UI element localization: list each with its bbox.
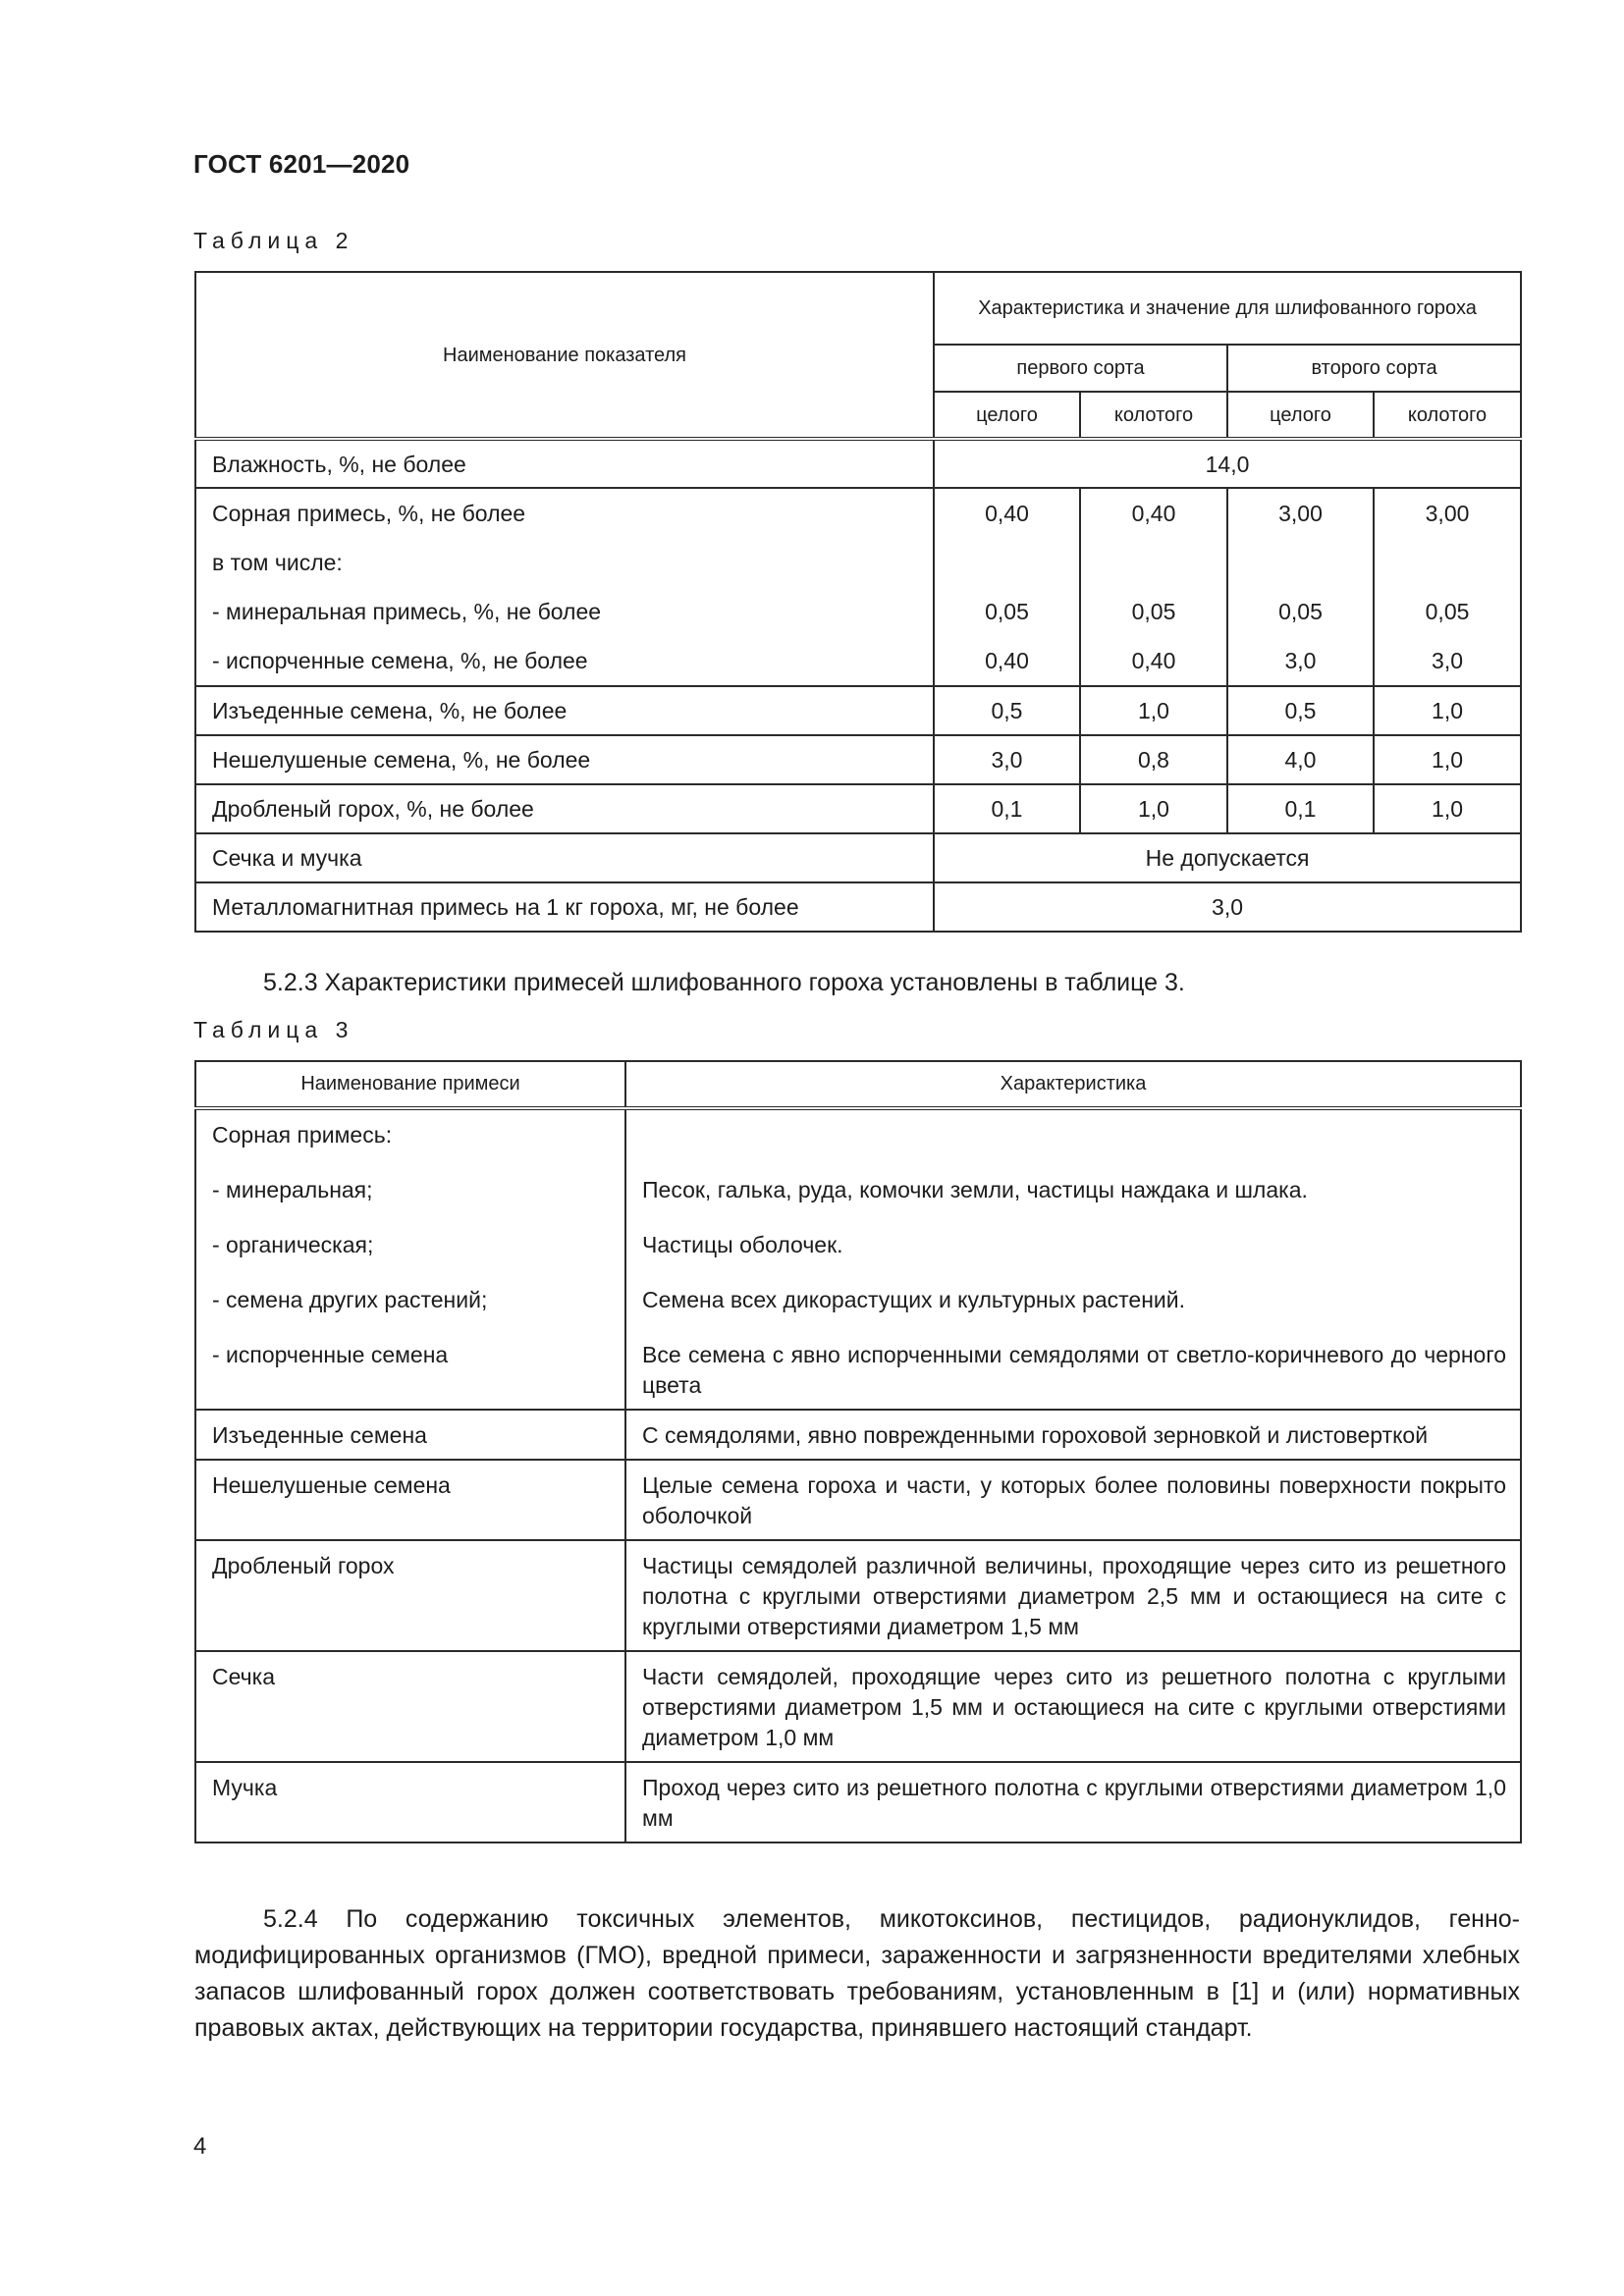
mineral-value: 0,05 — [1131, 599, 1176, 624]
spoiled-value: 3,0 — [1432, 648, 1464, 673]
table-row — [195, 882, 1521, 932]
mineral-value: 0,05 — [1278, 599, 1323, 624]
spoiled-value: 0,40 — [985, 648, 1029, 673]
metal-label: Металломагнитная примесь на 1 кг гороха, мг, не более — [212, 894, 799, 920]
impurity-name-header: Наименование примеси — [195, 1061, 625, 1108]
chaff-label: Сечка и мучка — [212, 845, 362, 871]
unhulled-value: 4,0 — [1284, 747, 1317, 773]
impurity-name: Дробленый горох — [195, 1540, 625, 1651]
grade1-header: первого сорта — [934, 345, 1227, 392]
table-row — [195, 1108, 1521, 1410]
eaten-value: 0,5 — [1284, 698, 1317, 723]
other-seeds-label: - семена других растений; — [212, 1287, 488, 1312]
weed-value: 0,40 — [985, 501, 1029, 526]
unhulled-label: Нешелушеные семена, %, не более — [212, 747, 591, 773]
impurity-desc: Частицы семядолей различной величины, проходящие через сито из решетного полотна с круглыми отверстиями диаметром 2,5 мм и остающиеся на сите с круглыми отверстиями диаметром 1,5 мм — [625, 1540, 1521, 1651]
eaten-value: 0,5 — [991, 698, 1023, 723]
weed-value: 3,00 — [1425, 501, 1470, 526]
spoiled-value: 0,40 — [1131, 648, 1176, 673]
organic-impurity-label: - органическая; — [212, 1232, 374, 1257]
table-row — [195, 686, 1521, 735]
mineral-value: 0,05 — [1425, 599, 1470, 624]
mineral-value: 0,05 — [985, 599, 1029, 624]
weed-label: Сорная примесь, %, не более — [212, 501, 526, 526]
table-3 — [194, 1060, 1522, 1843]
weed-value: 3,00 — [1278, 501, 1323, 526]
table-row — [195, 439, 1521, 488]
moisture-label: Влажность, %, не более — [212, 452, 466, 477]
whole1-header: целого — [934, 392, 1080, 439]
table-row — [195, 1762, 1521, 1842]
weed-value: 0,40 — [1131, 501, 1176, 526]
crushed-value: 0,1 — [991, 796, 1023, 822]
whole2-header: целого — [1227, 392, 1374, 439]
table-row — [195, 833, 1521, 882]
other-seeds-desc: Семена всех дикорастущих и культурных растений. — [642, 1287, 1185, 1312]
document-header: ГОСТ 6201—2020 — [193, 149, 410, 179]
spoiled-value: 3,0 — [1284, 648, 1317, 673]
table-row — [195, 1410, 1521, 1460]
impurity-name: Изъеденные семена — [195, 1410, 625, 1460]
group-header: Характеристика и значение для шлифованного гороха — [934, 272, 1521, 345]
crushed-label: Дробленый горох, %, не более — [212, 796, 534, 822]
spoiled-seeds-label: - испорченные семена — [212, 1342, 449, 1367]
weed-including-label: в том числе: — [212, 550, 343, 575]
eaten-label: Изъеденные семена, %, не более — [212, 698, 568, 723]
unhulled-value: 3,0 — [991, 747, 1023, 773]
table-row — [195, 1540, 1521, 1651]
page-number: 4 — [193, 2133, 207, 2160]
table-2-caption: Таблица 2 — [193, 228, 354, 253]
spoiled-seeds-desc: Все семена с явно испорченными семядолями от светло-коричневого до черного цвета — [642, 1342, 1506, 1398]
impurity-name: Сечка — [195, 1651, 625, 1762]
table-row — [195, 1651, 1521, 1762]
impurity-desc: Части семядолей, проходящие через сито из решетного полотна с круглыми отверстиями диаметром 1,5 мм и остающиеся на сите с круглыми отверстиями диаметром 1,0 мм — [625, 1651, 1521, 1762]
eaten-value: 1,0 — [1432, 698, 1464, 723]
indicator-header: Наименование показателя — [195, 272, 934, 439]
unhulled-value: 0,8 — [1138, 747, 1169, 773]
organic-impurity-desc: Частицы оболочек. — [642, 1232, 843, 1257]
table-row — [195, 784, 1521, 833]
weed-impurity-label: Сорная примесь: — [212, 1122, 393, 1148]
table-row — [195, 488, 1521, 686]
table-3-caption: Таблица 3 — [193, 1017, 354, 1042]
table-row — [195, 735, 1521, 784]
crushed-value: 1,0 — [1138, 796, 1169, 822]
table-2 — [194, 271, 1522, 933]
table-row — [195, 1460, 1521, 1540]
mineral-impurity-label: - минеральная; — [212, 1177, 373, 1202]
weed-mineral-label: - минеральная примесь, %, не более — [212, 599, 602, 624]
characteristic-header: Характеристика — [625, 1061, 1521, 1108]
grade2-header: второго сорта — [1227, 345, 1521, 392]
impurity-name: Нешелушеные семена — [195, 1460, 625, 1540]
impurity-desc: С семядолями, явно поврежденными гороховой зерновкой и листоверткой — [625, 1410, 1521, 1460]
eaten-value: 1,0 — [1138, 698, 1169, 723]
split1-header: колотого — [1080, 392, 1227, 439]
unhulled-value: 1,0 — [1432, 747, 1464, 773]
split2-header: колотого — [1374, 392, 1521, 439]
mineral-impurity-desc: Песок, галька, руда, комочки земли, частицы наждака и шлака. — [642, 1177, 1308, 1202]
moisture-value: 14,0 — [1205, 452, 1250, 477]
paragraph-5-2-3: 5.2.3 Характеристики примесей шлифованного гороха установлены в таблице 3. — [263, 969, 1185, 996]
chaff-value: Не допускается — [1145, 845, 1310, 871]
impurity-desc: Проход через сито из решетного полотна с круглыми отверстиями диаметром 1,0 мм — [625, 1762, 1521, 1842]
crushed-value: 0,1 — [1284, 796, 1317, 822]
paragraph-5-2-4: 5.2.4 По содержанию токсичных элементов, микотоксинов, пестицидов, радионуклидов, генно-модифицированных организмов (ГМО), вредной примеси, зараженности и загрязненности вредителями хлебных запасов шлифованный горох должен соответствовать требованиям, установленным в [1] и (или) нормативных правовых актах, действующих на территории государства, принявшего настоящий стандарт. — [194, 1905, 1520, 2042]
metal-value: 3,0 — [1212, 894, 1244, 920]
weed-spoiled-label: - испорченные семена, %, не более — [212, 648, 588, 673]
impurity-name: Мучка — [195, 1762, 625, 1842]
impurity-desc: Целые семена гороха и части, у которых более половины поверхности покрыто оболочкой — [625, 1460, 1521, 1540]
crushed-value: 1,0 — [1432, 796, 1464, 822]
